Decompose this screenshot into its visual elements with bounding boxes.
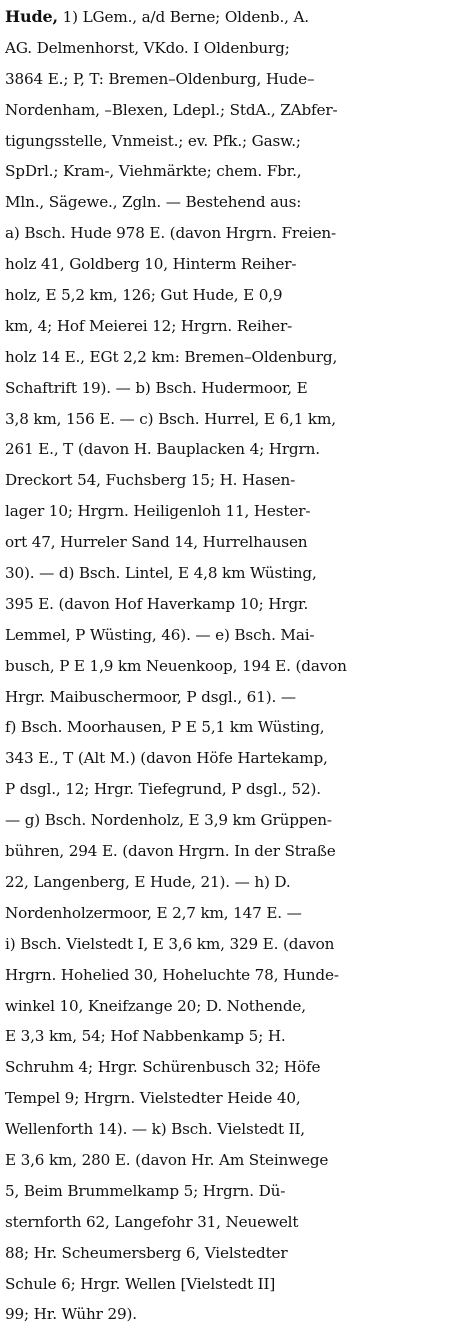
entry-line-32: Hrgrn. Hohelied 30, Hoheluchte 78, Hunde-: [5, 965, 339, 984]
entry-line-35: Schruhm 4; Hrgr. Schürenbusch 32; Höfe: [5, 1058, 321, 1077]
entry-line-34: E 3,3 km, 54; Hof Nabbenkamp 5; H.: [5, 1027, 286, 1046]
entry-line-42: Schule 6; Hrgr. Wellen [Vielstedt II]: [5, 1274, 276, 1293]
entry-line-10: holz, E 5,2 km, 126; Gut Hude, E 0,9: [5, 286, 283, 305]
entry-line-4: Nordenham, –Blexen, Ldepl.; StdA., ZAbfer-: [5, 100, 338, 119]
entry-line-2: AG. Delmenhorst, VKdo. I Oldenburg;: [5, 38, 290, 57]
entry-line-9: holz 41, Goldberg 10, Hinterm Reiher-: [5, 255, 297, 274]
entry-line-23: Hrgr. Maibuschermoor, P dsgl., 61). —: [5, 687, 296, 706]
entry-line-11: km, 4; Hof Meierei 12; Hrgrn. Reiher-: [5, 316, 293, 335]
entry-line-28: bühren, 294 E. (davon Hrgrn. In der Straße: [5, 842, 336, 861]
entry-line-22: busch, P E 1,9 km Neuenkoop, 194 E. (davon: [5, 656, 347, 675]
entry-line-24: f) Bsch. Moorhausen, P E 5,1 km Wüsting,: [5, 718, 325, 737]
entry-line-33: winkel 10, Kneifzange 20; D. Nothende,: [5, 996, 306, 1015]
entry-line-8: a) Bsch. Hude 978 E. (davon Hrgrn. Freien-: [5, 224, 337, 243]
entry-line-17: lager 10; Hrgrn. Heiligenloh 11, Hester-: [5, 502, 311, 521]
entry-line-31: i) Bsch. Vielstedt I, E 3,6 km, 329 E. (davon: [5, 934, 335, 953]
entry-line-19: 30). — d) Bsch. Lintel, E 4,8 km Wüsting,: [5, 564, 317, 583]
entry-line-text: 1) LGem., a/d Berne; Oldenb., A.: [57, 8, 309, 26]
entry-line-15: 261 E., T (davon H. Bauplacken 4; Hrgrn.: [5, 440, 320, 459]
entry-line-40: sternforth 62, Langefohr 31, Neuewelt: [5, 1212, 299, 1231]
entry-line-27: — g) Bsch. Nordenholz, E 3,9 km Grüppen-: [5, 811, 332, 830]
entry-line-7: Mln., Sägewe., Zgln. — Bestehend aus:: [5, 193, 302, 212]
entry-line-41: 88; Hr. Scheumersberg 6, Vielstedter: [5, 1243, 288, 1262]
entry-line-36: Tempel 9; Hrgrn. Vielstedter Heide 40,: [5, 1089, 301, 1108]
entry-line-12: holz 14 E., EGt 2,2 km: Bremen–Oldenburg,: [5, 347, 338, 366]
entry-line-25: 343 E., T (Alt M.) (davon Höfe Hartekamp,: [5, 749, 328, 768]
entry-line-37: Wellenforth 14). — k) Bsch. Vielstedt II,: [5, 1120, 305, 1139]
entry-line-43: 99; Hr. Wühr 29).: [5, 1305, 137, 1324]
entry-line-21: Lemmel, P Wüsting, 46). — e) Bsch. Mai-: [5, 625, 315, 644]
entry-line-16: Dreckort 54, Fuchsberg 15; H. Hasen-: [5, 471, 296, 490]
entry-line-38: E 3,6 km, 280 E. (davon Hr. Am Steinwege: [5, 1150, 329, 1169]
entry-headword: Hude,: [5, 7, 58, 26]
entry-line-20: 395 E. (davon Hof Haverkamp 10; Hrgr.: [5, 594, 309, 613]
entry-line-14: 3,8 km, 156 E. — c) Bsch. Hurrel, E 6,1 km,: [5, 409, 336, 428]
entry-line-13: Schaftrift 19). — b) Bsch. Hudermoor, E: [5, 378, 308, 397]
entry-line-30: Nordenholzermoor, E 2,7 km, 147 E. —: [5, 903, 302, 922]
gazetteer-entry-hude: [5, 2, 456, 1330]
entry-line-29: 22, Langenberg, E Hude, 21). — h) D.: [5, 872, 291, 891]
entry-line-1: [5, 2, 456, 33]
entry-line-18: ort 47, Hurreler Sand 14, Hurrelhausen: [5, 533, 308, 552]
entry-line-26: P dsgl., 12; Hrgr. Tiefegrund, P dsgl., 52).: [5, 780, 321, 799]
entry-line-5: tigungsstelle, Vnmeist.; ev. Pfk.; Gasw.;: [5, 131, 301, 150]
entry-line-6: SpDrl.; Kram-, Viehmärkte; chem. Fbr.,: [5, 162, 302, 181]
entry-line-39: 5, Beim Brummelkamp 5; Hrgrn. Dü-: [5, 1181, 286, 1200]
entry-line-3: 3864 E.; P, T: Bremen–Oldenburg, Hude–: [5, 69, 315, 88]
